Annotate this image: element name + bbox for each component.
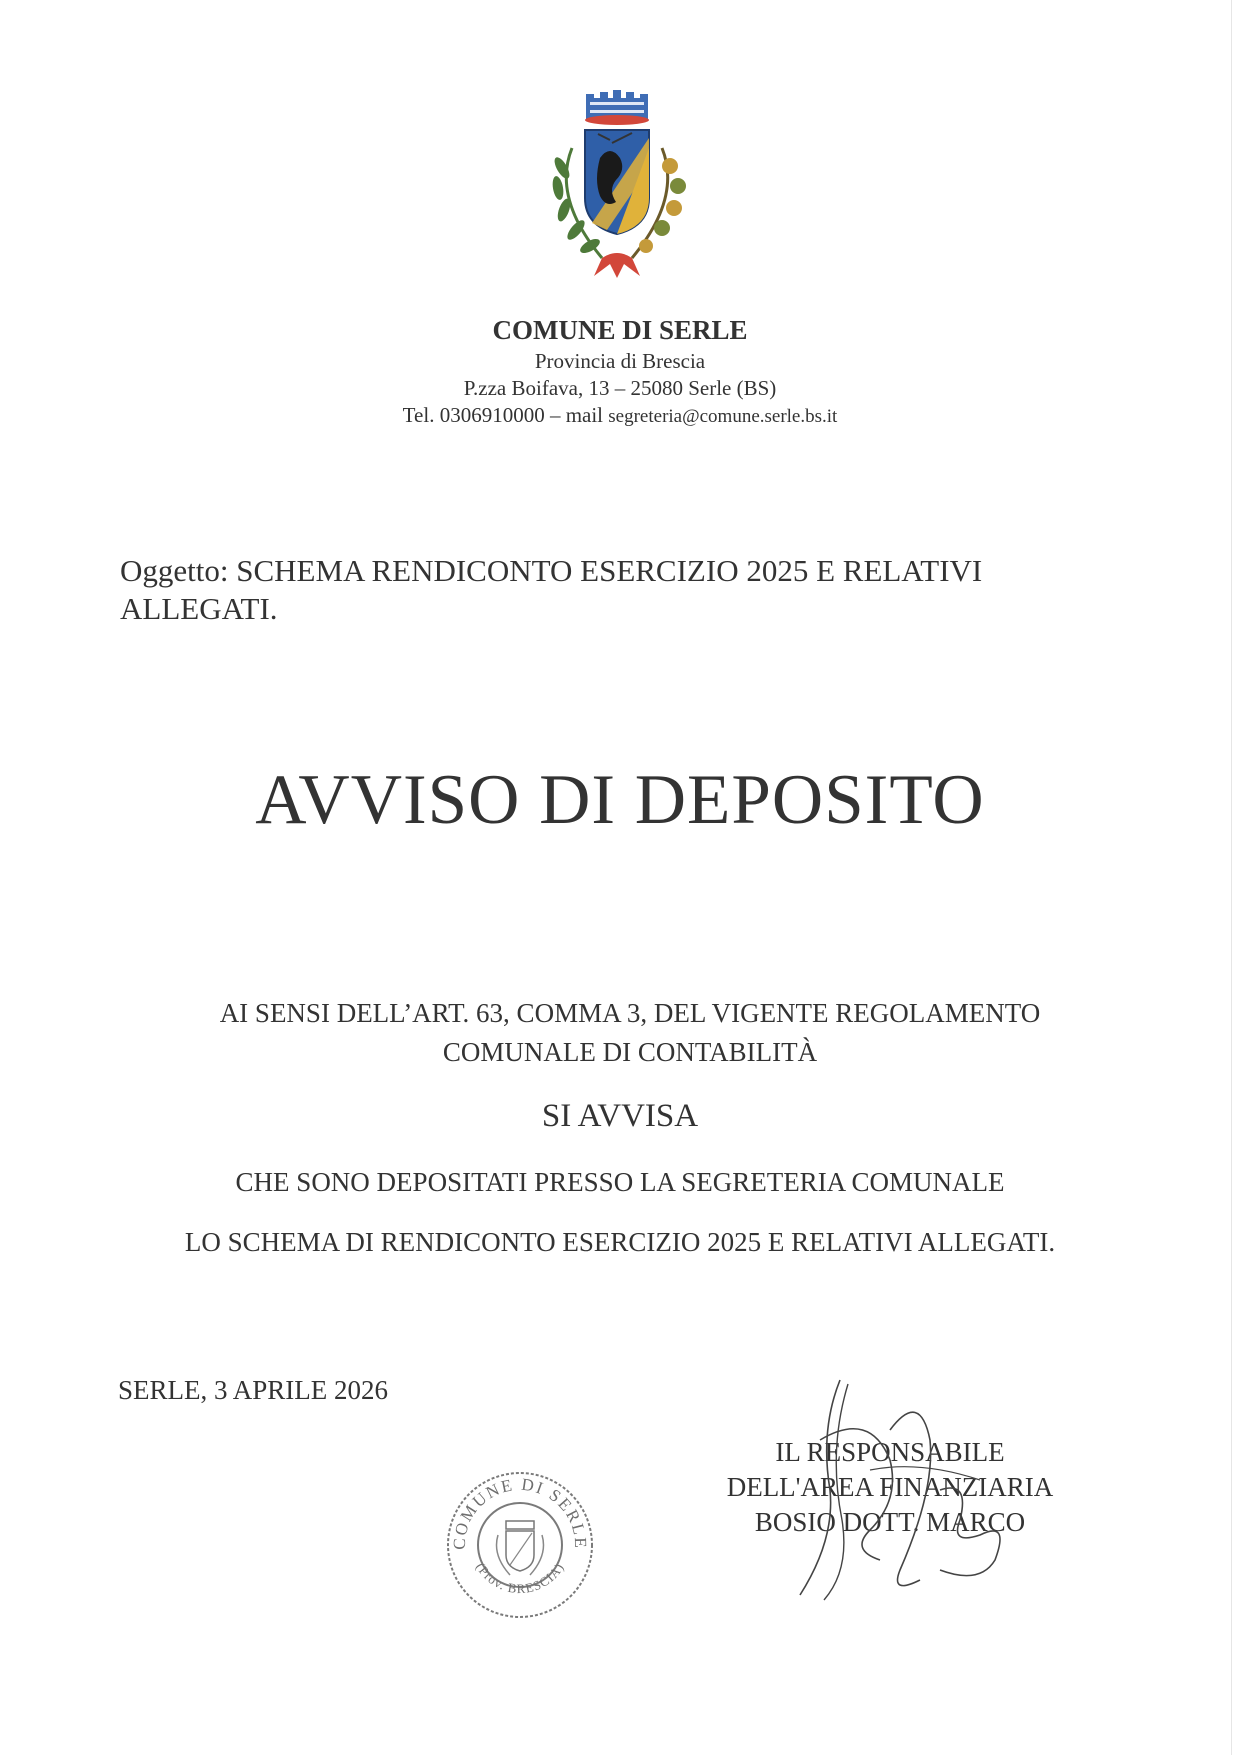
place-and-date: SERLE, 3 APRILE 2026 [118,1375,389,1405]
handwritten-signature-icon [780,1370,1040,1610]
svg-text:COMUNE DI SERLE [450,1475,590,1550]
page-edge [1231,0,1232,1755]
legal-reference-line-1: AI SENSI DELL’ART. 63, COMMA 3, DEL VIGENTE REGOLAMENTO [219,998,1041,1028]
municipality-address: P.zza Boifava, 13 – 25080 Serle (BS) [463,376,777,400]
svg-text:(Prov. BRESCIA) [473,1560,567,1596]
announcement-heading: SI AVVISA [541,1098,699,1134]
official-stamp-icon [440,1465,600,1625]
province-name: Provincia di Brescia [534,349,706,373]
contact-phone: Tel. 0306910000 – mail [402,403,609,427]
contact-email: segreteria@comune.serle.bs.it [608,406,838,427]
seal-top-text: COMUNE DI SERLE [449,1474,591,1551]
contact-line [0,403,1240,428]
subject-line: Oggetto: SCHEMA RENDICONTO ESERCIZIO 2025 E RELATIVI ALLEGATI. [120,553,983,626]
seal-bottom-text: (Prov. BRESCIA) [473,1560,567,1597]
signatory-name: BOSIO DOTT. MARCO [754,1507,1026,1537]
signatory-title: IL RESPONSABILE [775,1437,1005,1467]
municipality-name: COMUNE DI SERLE [492,315,748,345]
legal-reference-line-2: COMUNALE DI CONTABILITÀ [442,1037,818,1067]
notice-line-1: CHE SONO DEPOSITATI PRESSO LA SEGRETERIA COMUNALE [235,1167,1005,1197]
document-title: AVVISO DI DEPOSITO [255,761,985,839]
signatory-department: DELL'AREA FINANZIARIA [726,1472,1054,1502]
notice-line-2: LO SCHEMA DI RENDICONTO ESERCIZIO 2025 E RELATIVI ALLEGATI. [184,1227,1056,1257]
coat-of-arms-icon [532,88,702,283]
